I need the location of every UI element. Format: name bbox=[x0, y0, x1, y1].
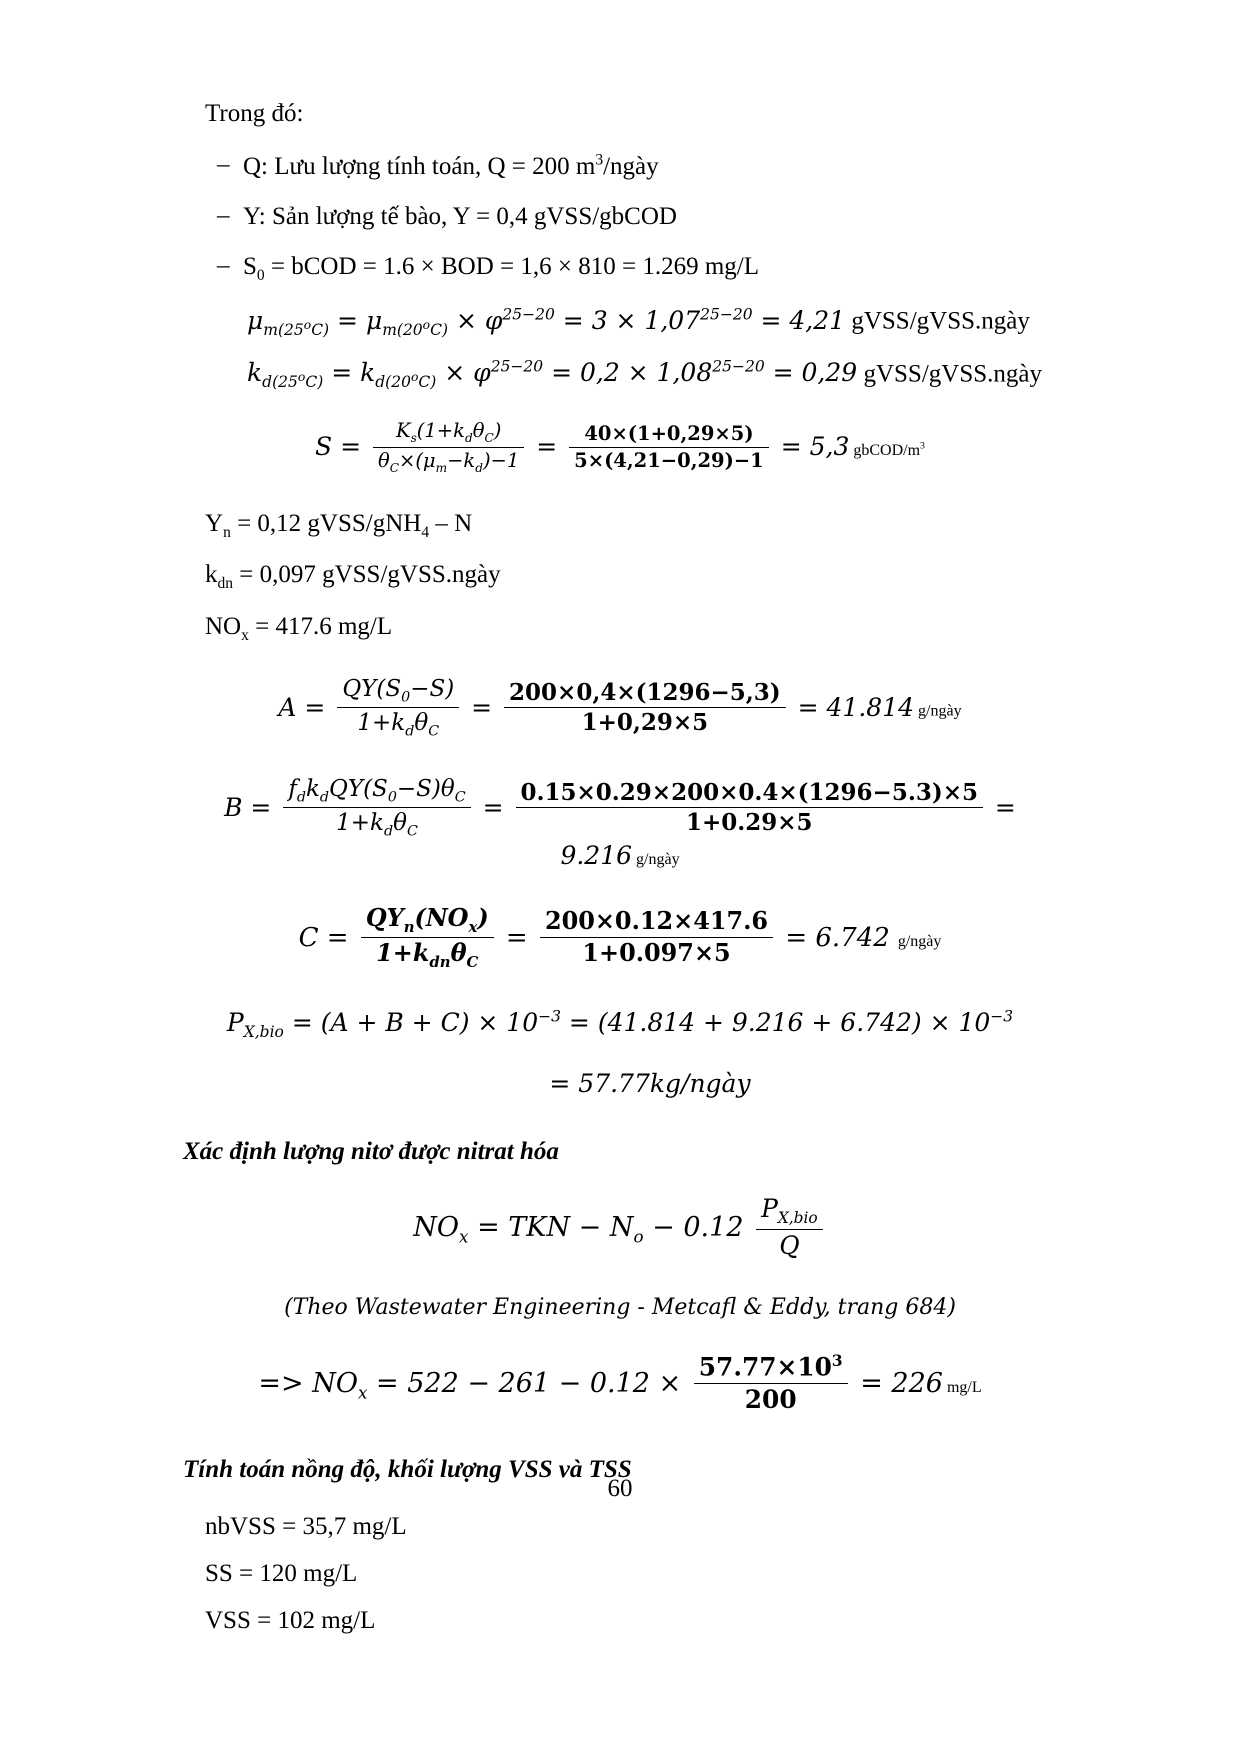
list-item-label: $S_0$ = bCOD = 1.6 × BOD = 1,6 × 810 = 1.269 mg/L bbox=[243, 253, 759, 285]
equation-A: A = $\frac{QY(S_0-S)}{1+k_d\theta_C}$ = $\frac{200\times 0,4\times(1296-5,3)}{1+0,29\times 5}$ = 41.814 g/ngày bbox=[278, 676, 962, 740]
line-kdn: $k_{dn} = 0,097$ gVSS/gVSS.ngày bbox=[205, 561, 501, 593]
document-body bbox=[183, 100, 1042, 1655]
list-item-label: Y: Sản lượng tế bào, Y = 0,4 gVSS/gbCOD bbox=[243, 203, 677, 231]
line-nbvss: nbVSS = 35,7 mg/L bbox=[205, 1512, 407, 1540]
equation-Pxbio-result: = 57.77kg/ngày bbox=[549, 1069, 751, 1098]
equation-S: S = $\frac{K_s(1+k_d\theta_C)}{\theta_C\times(\mu_m-k_d)-1}$ = $\frac{40\times(1+0,29\times 5)}{5\times(4,21-0,29)-1}$ = 5,3 gbCOD/$m^3$ bbox=[315, 418, 925, 475]
list-item bbox=[205, 203, 1035, 231]
equation-B: B = $\frac{f_dk_dQY(S_0-S)\theta_C}{1+k_d\theta_C}$ = $\frac{0.15\times 0.29\times 200\times 0.4\times(1296-5.3)\times 5}{1+0.29\times 5}$ = 9.216 g/ngày bbox=[224, 776, 1016, 871]
line-vss: VSS = 102 mg/L bbox=[205, 1606, 376, 1634]
list-item bbox=[205, 253, 1035, 285]
line-ss: SS = 120 mg/L bbox=[205, 1559, 358, 1587]
dash-icon: – bbox=[217, 202, 230, 230]
equation-NOx-value: => $NO_x = 522 - 261 - 0.12$ × $\frac{57.77\times 10^3}{200}$ = 226 mg/L bbox=[258, 1352, 982, 1415]
line-Yn: $Y_n = 0,12$ gVSS/gNH$_4$ – N bbox=[205, 509, 473, 541]
parameter-list bbox=[205, 152, 1035, 285]
equation-NOx-formula: $NO_x$ = TKN − $N_o - 0.12$ $\frac{P_{X,bio}}{Q}$ bbox=[205, 1196, 1035, 1261]
list-item bbox=[205, 152, 1035, 181]
equation-kd: $k_{d(25^oC)} = k_{d(20^oC)} \times \varphi^{25-20} = 0,2 \times 1,08^{25-20} = 0,29$ gVSS/gVSS.ngày bbox=[247, 358, 1042, 392]
dash-icon: – bbox=[217, 252, 230, 280]
section-heading-vss: Tính toán nồng độ, khối lượng VSS và TSS bbox=[183, 1455, 632, 1483]
dash-icon: – bbox=[217, 151, 230, 178]
line-NOx: $NO_x = 417.6$ mg/L bbox=[205, 612, 393, 644]
list-item-label: Q: Lưu lượng tính toán, Q = 200 $m^3$/ngày bbox=[243, 152, 659, 181]
intro-label: Trong đó: bbox=[205, 100, 304, 127]
equation-mu: $\mu_{m(25^oC)} = \mu_{m(20^oC)} \times \varphi^{25-20} = 3 \times 1,07^{25-20} = 4,21$ gVSS/gVSS.ngày bbox=[247, 305, 1030, 339]
equation-C: C = $\frac{QY_n(NO_x)}{1+k_{dn}\theta_C}$ = $\frac{200\times 0.12\times 417.6}{1+0.097\times 5}$ = 6.742 g/ngày bbox=[298, 904, 942, 971]
section-heading-nitrat: Xác định lượng nitơ được nitrat hóa bbox=[183, 1138, 559, 1165]
source-note: (Theo Wastewater Engineering - Metcafl & Eddy, trang 684) bbox=[284, 1295, 956, 1321]
equation-Pxbio: $P_{X,bio} = (A + B + C) \times 10^{-3} = (41.814 + 9.216 + 6.742) \times 10^{-3}$ bbox=[226, 1007, 1014, 1041]
page-number: 60 bbox=[607, 1475, 633, 1502]
